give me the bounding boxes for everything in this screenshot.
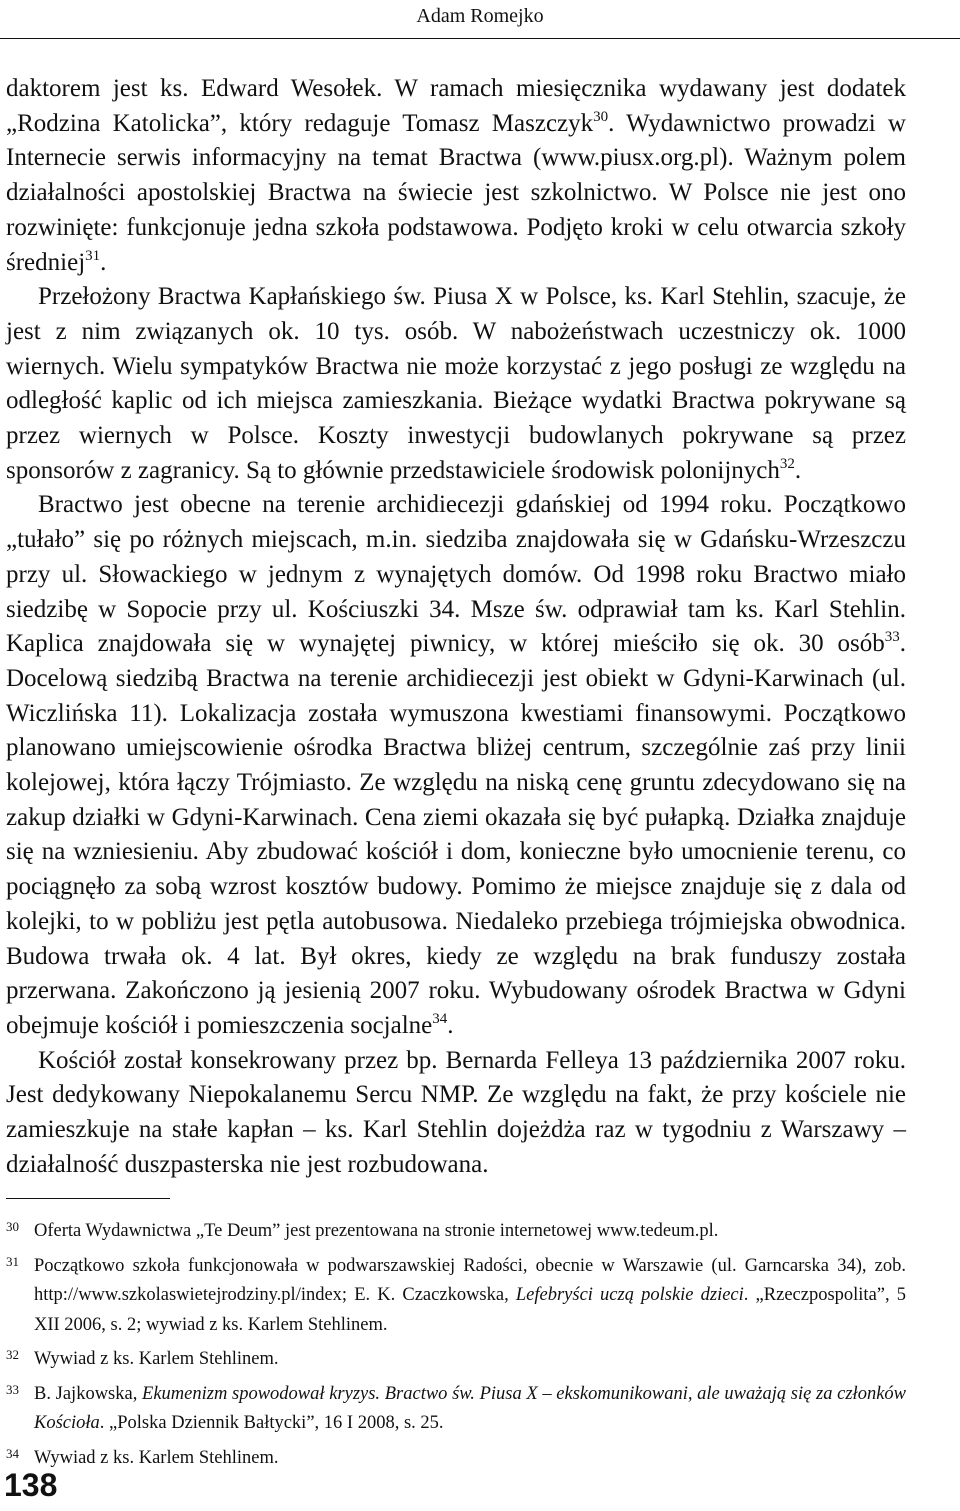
footnote-ref-32[interactable]: 32 (779, 455, 795, 472)
paragraph-1 (6, 72, 906, 280)
footnote-number: 30 (6, 1219, 19, 1234)
footnote-34 (6, 1439, 906, 1474)
footnote-text: B. Jajkowska, (34, 1383, 143, 1404)
paragraph-3-text-b: . Docelową siedzibą Bractwa na terenie archidiecezji jest obiekt w Gdyni-Karwinach (ul. Wiczlińska 11). Lokalizacja została wymuszona kwestiami finansowymi. Początkowo planowano umiejscowienie ośrodka Bractwa bliżej centrum, szczególnie zaś przy linii kolejowej, która łączy Trójmiasto. Ze względu na niską cenę gruntu zdecydowano się na zakup działki w Gdyni-Karwinach. Cena ziemi okazała się być pułapką. Działka znajduje się na wzniesieniu. Aby zbudować kościół i dom, konieczne było umocnienie terenu, co pociągnęło za sobą wzrost kosztów budowy. Pomimo że miejsce znajduje się z dala od kolejki, to w pobliżu jest pętla autobusowa. Niedaleko przebiega trójmiejska obwodnica. Budowa trwała ok. 4 lat. Był okres, kiedy ze względu na brak funduszy została przerwana. Zakończono ją jesienią 2007 roku. Wybudowany ośrodek Bractwa w Gdyni obejmuje kościół i pomieszczenia socjalne (6, 630, 906, 1039)
footnote-text: Wywiad z ks. Karlem Stehlinem. (34, 1447, 279, 1468)
footnote-text: Oferta Wydawnictwa „Te Deum” jest prezentowana na stronie internetowej www.tedeum.pl. (34, 1221, 719, 1241)
footnote-number: 32 (6, 1347, 19, 1362)
footnote-number: 31 (6, 1253, 19, 1269)
main-text (6, 72, 906, 1183)
paragraph-2 (6, 280, 906, 488)
footnote-title: Ekumenizm spowodował kryzys. Bractwo św. Piusa X – ekskomunikowani, ale uważają się za członków Kościoła (34, 1383, 906, 1433)
footnote-ref-34[interactable]: 34 (432, 1010, 448, 1027)
paragraph-1-text-b: . Wydawnictwo prowadzi w Internecie serwis informacyjny na temat Bractwa (www.piusx.org.pl). Ważnym polem działalności apostolskiej Bractwa na świecie jest szkolnictwo. W Polsce nie jest ono rozwinięte: funkcjonuje jedna szkoła podstawowa. Podjęto kroki w celu otwarcia szkoły średniej (6, 109, 906, 276)
page-number: 138 (4, 1467, 58, 1503)
footnote-text: . „Rzeczpospolita”, 5 XII 2006, s. 2; wywiad z ks. Karlem Stehlinem. (34, 1285, 907, 1335)
paragraph-3 (6, 488, 906, 1043)
footnote-text: Wywiad z ks. Karlem Stehlinem. (34, 1349, 279, 1369)
footnote-ref-33[interactable]: 33 (884, 629, 900, 646)
header-rule (0, 38, 960, 39)
paragraph-1-text-a: daktorem jest ks. Edward Wesołek. W ramach miesięcznika wydawany jest dodatek „Rodzina Katolicka”, który redaguje Tomasz Maszczyk (6, 75, 906, 137)
footnote-text: . „Polska Dziennik Bałtycki”, 16 I 2008, s. 25. (99, 1413, 444, 1433)
paragraph-3-text-a: Bractwo jest obecne na terenie archidiecezji gdańskiej od 1994 roku. Początkowo „tułało” się po różnych miejscach, m.in. siedziba znajdowała się w Gdańsku-Wrzeszczu przy ul. Słowackiego w jednym z wynajętych domów. Od 1998 roku Bractwo miało siedzibę w Sopocie przy ul. Kościuszki 34. Msze św. odprawiał tam ks. Karl Stehlin. Kaplica znajdowała się w wynajętej piwnicy, w której mieściło się ok. 30 osób (6, 491, 906, 658)
footnote-32 (6, 1340, 906, 1375)
footnote-ref-30[interactable]: 30 (593, 108, 609, 125)
footnote-text: Początkowo szkoła funkcjonowała w podwarszawskiej Radości, obecnie w Warszawie (ul. Garncarska 34), zob. http://www.szkolaswietejrodziny.pl/index; E. K. Czaczkowska, (34, 1255, 906, 1305)
footnotes (6, 1212, 906, 1473)
paragraph-1-text-c: . (100, 248, 107, 276)
footnote-31 (6, 1247, 906, 1341)
paragraph-3-text-c: . (447, 1011, 454, 1039)
running-head: Adam Romejko (416, 5, 544, 27)
paragraph-2-text-b: . (794, 456, 802, 484)
paragraph-4: Kościół został konsekrowany przez bp. Bernarda Felleya 13 października 2007 roku. Jest dedykowany Niepokalanemu Sercu NMP. Ze względu na fakt, że przy kościele nie zamieszkuje na stałe kapłan – ks. Karl Stehlin dojeżdża raz w tygodniu z Warszawy – działalność duszpasterska nie jest rozbudowana. (6, 1046, 906, 1178)
footnote-separator (6, 1198, 170, 1199)
footnote-number: 33 (6, 1381, 19, 1397)
paragraph-2-text-a: Przełożony Bractwa Kapłańskiego św. Piusa X w Polsce, ks. Karl Stehlin, szacuje, że jest z nim związanych ok. 10 tys. osób. W nabożeństwach uczestniczy ok. 1000 wiernych. Wielu sympatyków Bractwa nie może korzystać z jego posługi ze względu na odległość kaplic od ich miejsca zamieszkania. Bieżące wydatki Bractwa pokrywane są przez wiernych w Polsce. Koszty inwestycji budowlanych pokrywane są przez sponsorów z zagranicy. Są to głównie przedstawiciele środowisk polonijnych (6, 283, 906, 484)
footnote-33 (6, 1375, 906, 1439)
footnote-number: 34 (6, 1445, 19, 1461)
footnote-30 (6, 1212, 906, 1247)
footnote-title: Lefebryści uczą polskie dzieci (515, 1285, 744, 1305)
footnote-ref-31[interactable]: 31 (85, 247, 101, 264)
